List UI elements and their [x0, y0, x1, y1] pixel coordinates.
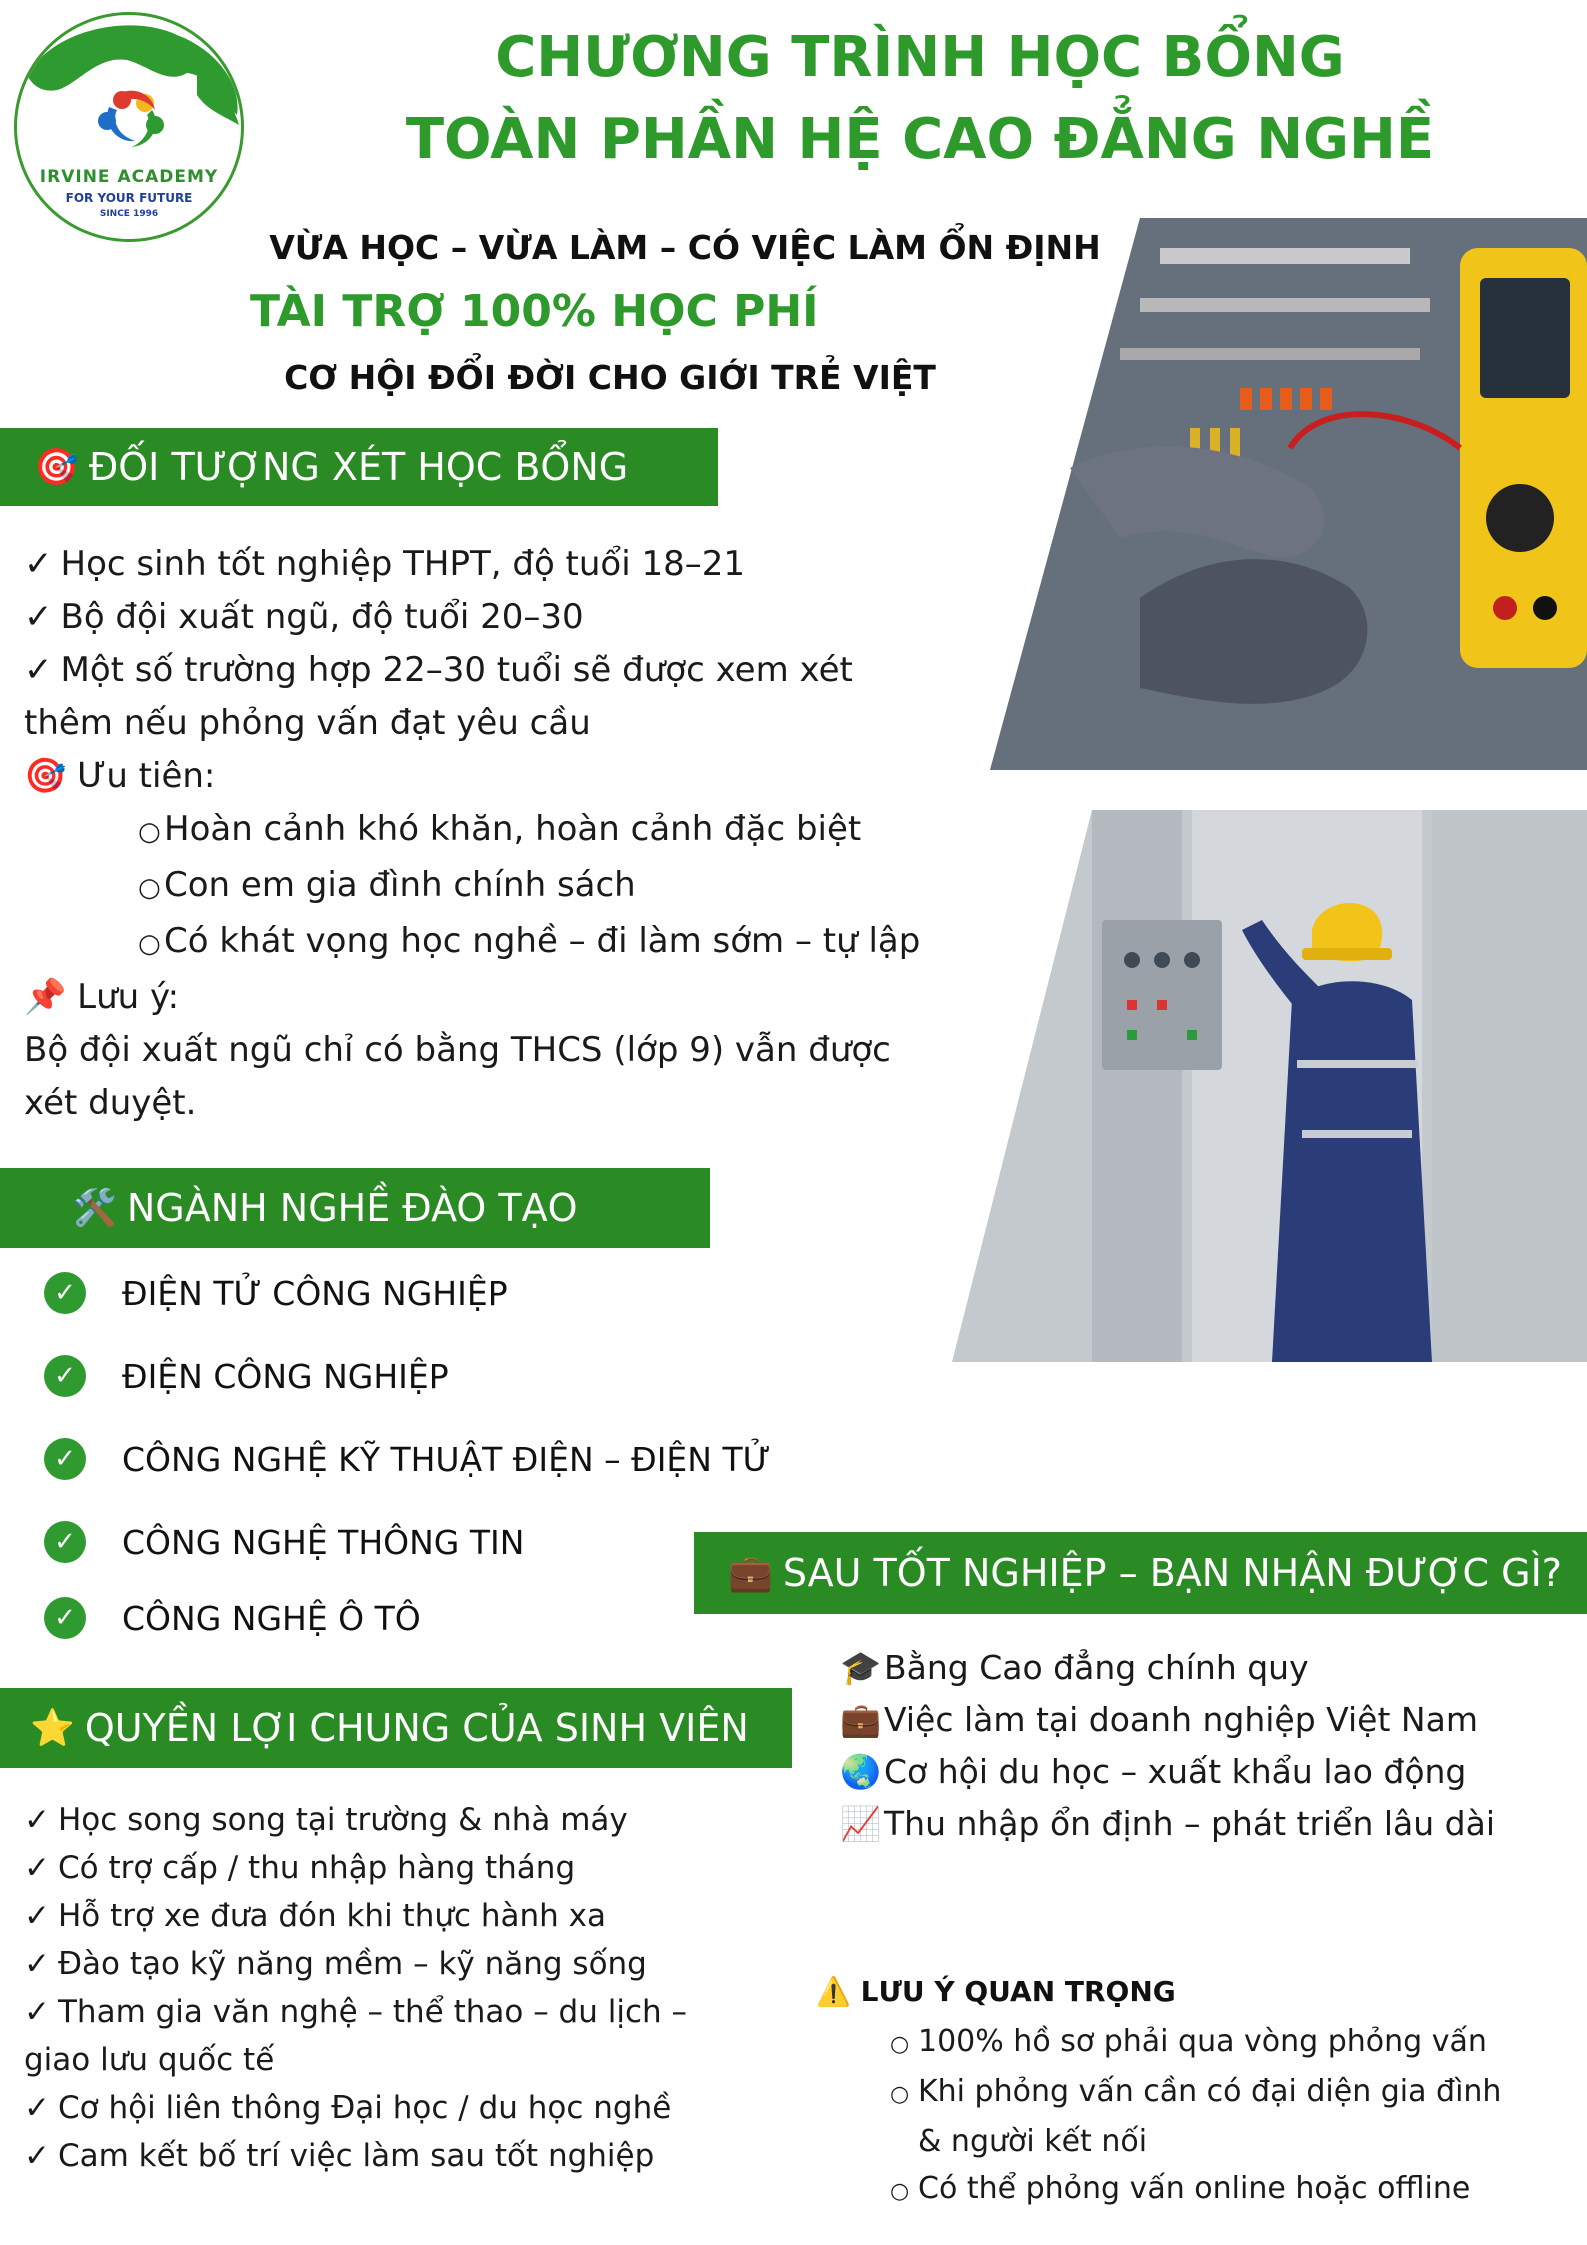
logo-since: SINCE 1996	[99, 209, 159, 219]
list-item: 🌏Cơ hội du học – xuất khẩu lao động	[840, 1746, 1580, 1798]
list-item: ✓ Đào tạo kỹ năng mềm – kỹ năng sống	[24, 1946, 647, 1982]
note-text-line2: xét duyệt.	[24, 1083, 197, 1123]
major-item: ✓ CÔNG NGHỆ THÔNG TIN	[44, 1521, 524, 1563]
pushpin-icon: 📌	[24, 977, 78, 1017]
target-icon: 🎯	[34, 447, 79, 488]
tools-icon: 🛠️	[72, 1188, 117, 1229]
major-item: ✓ CÔNG NGHỆ Ô TÔ	[44, 1597, 421, 1639]
check-circle-icon: ✓	[44, 1355, 86, 1397]
list-item: ✓ Học song song tại trường & nhà máy	[24, 1802, 628, 1838]
list-item-continued: giao lưu quốc tế	[24, 2042, 275, 2078]
subtitle-opportunity: CƠ HỘI ĐỔI ĐỜI CHO GIỚI TRẺ VIỆT	[284, 358, 936, 397]
checkmark-icon: ✓	[24, 2138, 50, 2174]
checkmark-icon: ✓	[24, 1946, 50, 1982]
major-item: ✓ ĐIỆN TỬ CÔNG NGHIỆP	[44, 1272, 508, 1314]
logo-tagline: FOR YOUR FUTURE	[65, 191, 193, 205]
major-item: ✓ CÔNG NGHỆ KỸ THUẬT ĐIỆN – ĐIỆN TỬ	[44, 1438, 771, 1480]
after-graduation-list	[840, 1642, 1580, 1850]
majors-banner	[0, 1168, 710, 1248]
chart-up-icon: 📈	[840, 1804, 882, 1843]
checkmark-icon: ✓	[24, 1850, 50, 1886]
list-item: ✓ Hỗ trợ xe đưa đón khi thực hành xa	[24, 1898, 607, 1934]
priority-label: 🎯 Ưu tiên:	[24, 756, 216, 796]
after-graduation-heading: SAU TỐT NGHIỆP – BẠN NHẬN ĐƯỢC GÌ?	[782, 1551, 1562, 1595]
electrician-multimeter-photo	[990, 218, 1587, 770]
list-item: 📈Thu nhập ổn định – phát triển lâu dài	[840, 1798, 1580, 1850]
benefits-banner	[0, 1688, 792, 1768]
checkmark-icon: ✓	[24, 597, 53, 637]
subtitle-work-study: VỪA HỌC – VỪA LÀM – CÓ VIỆC LÀM ỔN ĐỊNH	[269, 228, 1101, 267]
briefcase-icon: 💼	[840, 1700, 882, 1739]
list-item: 🎓Bằng Cao đẳng chính quy	[840, 1642, 1580, 1694]
list-item: ✓ Học sinh tốt nghiệp THPT, độ tuổi 18–21	[24, 544, 746, 584]
list-item: ✓ Cơ hội liên thông Đại học / du học nghề	[24, 2090, 672, 2126]
checkmark-icon: ✓	[24, 544, 53, 584]
worker-hardhat-panel-photo	[952, 810, 1587, 1362]
important-heading: ⚠️ LƯU Ý QUAN TRỌNG	[816, 1975, 1176, 2008]
circle-bullet-icon: ○	[138, 817, 161, 847]
warning-icon: ⚠️	[816, 1975, 861, 2008]
checkmark-icon: ✓	[24, 1898, 50, 1934]
major-item: ✓ ĐIỆN CÔNG NGHIỆP	[44, 1355, 449, 1397]
priority-list	[24, 803, 944, 971]
check-circle-icon: ✓	[44, 1272, 86, 1314]
logo-name: IRVINE ACADEMY	[39, 167, 219, 187]
checkmark-icon: ✓	[24, 2090, 50, 2126]
circle-bullet-icon: ○	[890, 2032, 910, 2057]
graduation-cap-icon: 🎓	[840, 1648, 882, 1687]
list-item: ✓ Cam kết bố trí việc làm sau tốt nghiệp	[24, 2138, 655, 2174]
circle-bullet-icon: ○	[890, 2179, 910, 2204]
list-item: ✓ Một số trường hợp 22–30 tuổi sẽ được xem xét	[24, 650, 853, 690]
circle-bullet-icon: ○	[890, 2082, 910, 2107]
check-circle-icon: ✓	[44, 1438, 86, 1480]
list-item-continued: thêm nếu phỏng vấn đạt yêu cầu	[24, 703, 591, 743]
eligibility-banner	[0, 428, 718, 506]
eligibility-list	[24, 538, 944, 1130]
briefcase-icon: 💼	[728, 1553, 773, 1594]
circle-bullet-icon: ○	[138, 873, 161, 903]
page-title-line2: TOÀN PHẦN HỆ CAO ĐẲNG NGHỀ	[405, 107, 1435, 172]
page-title-line1: CHƯƠNG TRÌNH HỌC BỔNG	[495, 25, 1345, 90]
eligibility-heading: ĐỐI TƯỢNG XÉT HỌC BỔNG	[88, 445, 629, 489]
benefits-heading: QUYỀN LỢI CHUNG CỦA SINH VIÊN	[84, 1706, 749, 1750]
list-item: ✓ Tham gia văn nghệ – thể thao – du lịch –	[24, 1994, 688, 2030]
check-circle-icon: ✓	[44, 1521, 86, 1563]
list-item: ○Con em gia đình chính sách	[138, 859, 944, 915]
list-item: ○ Khi phỏng vấn cần có đại diện gia đình	[890, 2068, 1580, 2118]
list-item: ○Có khát vọng học nghề – đi làm sớm – tự lập	[138, 915, 944, 971]
list-item: 💼Việc làm tại doanh nghiệp Việt Nam	[840, 1694, 1580, 1746]
majors-heading: NGÀNH NGHỀ ĐÀO TẠO	[126, 1186, 578, 1230]
checkmark-icon: ✓	[24, 1802, 50, 1838]
list-item: ✓ Bộ đội xuất ngũ, độ tuổi 20–30	[24, 597, 584, 637]
list-item: ○ 100% hồ sơ phải qua vòng phỏng vấn	[890, 2018, 1580, 2068]
checkmark-icon: ✓	[24, 1994, 50, 2030]
star-icon: ⭐	[30, 1708, 75, 1749]
after-graduation-banner	[694, 1532, 1587, 1614]
important-list	[890, 2018, 1580, 2215]
academy-logo	[14, 12, 244, 242]
subtitle-tuition: TÀI TRỢ 100% HỌC PHÍ	[250, 286, 819, 337]
list-item: ○ Có thể phỏng vấn online hoặc offline	[890, 2165, 1580, 2215]
globe-icon: 🌏	[840, 1752, 882, 1791]
list-item: ✓ Có trợ cấp / thu nhập hàng tháng	[24, 1850, 576, 1886]
globe-logo-icon	[17, 15, 244, 242]
target-icon: 🎯	[24, 756, 78, 796]
check-circle-icon: ✓	[44, 1597, 86, 1639]
circle-bullet-icon: ○	[138, 929, 161, 959]
note-label: 📌 Lưu ý:	[24, 977, 180, 1017]
list-item: ○Hoàn cảnh khó khăn, hoàn cảnh đặc biệt	[138, 803, 944, 859]
list-item-continued: & người kết nối	[918, 2124, 1148, 2159]
benefits-list	[24, 1796, 724, 2180]
note-text-line1: Bộ đội xuất ngũ chỉ có bằng THCS (lớp 9) vẫn được	[24, 1030, 891, 1070]
checkmark-icon: ✓	[24, 650, 53, 690]
